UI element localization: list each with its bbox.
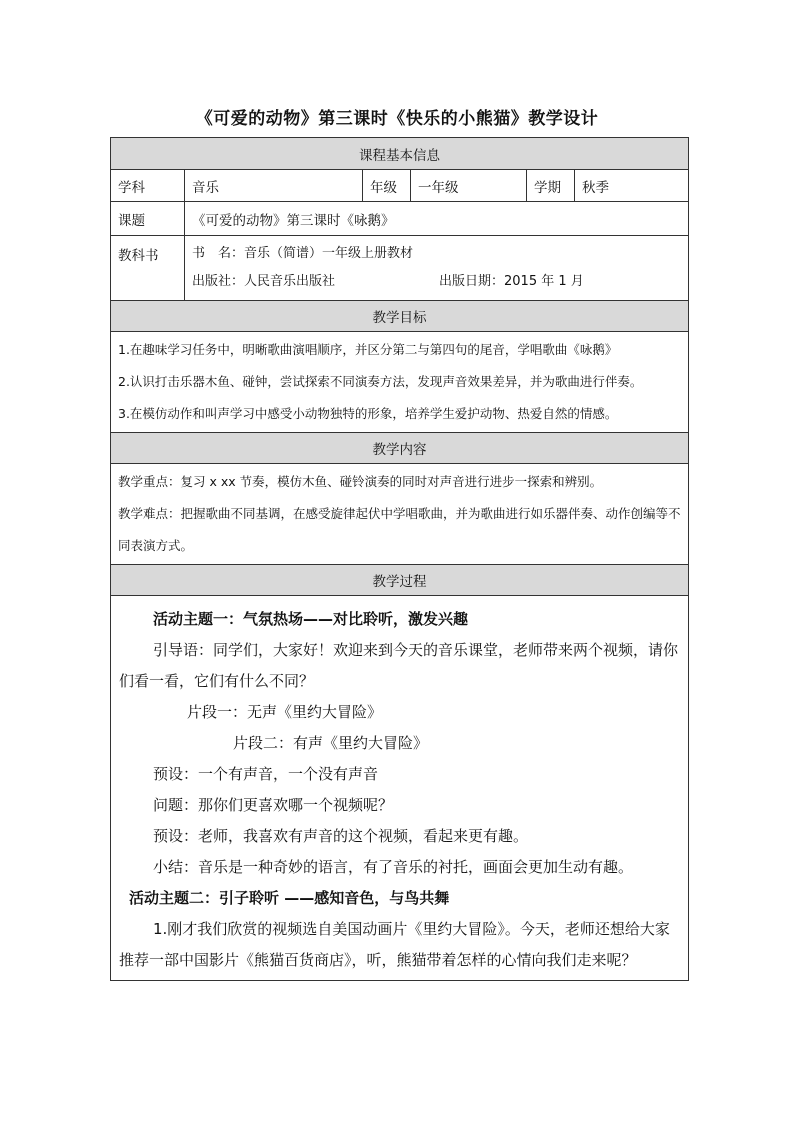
publisher-line [192,268,681,296]
summary-text: 小结：音乐是一种奇妙的语言，有了音乐的衬托，画面会更加生动有趣。 [153,858,634,876]
row-process [111,596,689,981]
term-value: 秋季 [575,170,689,202]
objectives-cell [111,332,689,433]
grade-value: 一年级 [411,170,527,202]
intro-text: 引导语：同学们，大家好！欢迎来到今天的音乐课堂，老师带来两个视频，请你们看一看，它们有什么不同？ [119,641,679,690]
difficulty-point: 教学难点：把握歌曲不同基调，在感受旋律起伏中学唱歌曲，并为歌曲进行如乐器伴奏、动作创编等不同表演方式。 [118,506,681,553]
row-content [111,464,689,565]
textbook-info [185,236,689,301]
activity-theme-2: 活动主题二：引子聆听 ——感知音色，与鸟共舞 [129,889,450,907]
question-text: 问题：那你们更喜欢哪一个视频呢？ [153,796,394,814]
row-objectives [111,332,689,433]
section-title: 教学内容 [111,433,689,464]
document-title: 《可爱的动物》第三课时《快乐的小熊猫》教学设计 [195,109,599,129]
activity-theme-1: 活动主题一：气氛热场——对比聆听，激发兴趣 [153,610,469,628]
section-title: 教学目标 [111,301,689,332]
objective-item: 1.在趣味学习任务中，明晰歌曲演唱顺序，并区分第二与第四句的尾音，学唱歌曲《咏鹅》 [118,342,618,357]
subject-value: 音乐 [185,170,363,202]
publish-date: 出版日期：2015 年 1 月 [439,274,584,289]
content-cell [111,464,689,565]
lesson-plan-table [110,137,689,981]
clip-two: 片段二：有声《里约大冒险》 [233,734,429,752]
clips-line [119,697,680,759]
step-one-text: 1.刚才我们欣赏的视频选自美国动画片《里约大冒险》。今天，老师还想给大家推荐一部中国影片《熊猫百货商店》，听，熊猫带着怎样的心情向我们走来呢？ [119,920,670,969]
row-subject-grade-term [111,170,689,202]
topic-value: 《可爱的动物》第三课时《咏鹅》 [185,202,689,236]
process-cell [111,596,689,981]
section-title: 课程基本信息 [111,138,689,170]
section-header-objectives [111,301,689,332]
row-topic [111,202,689,236]
section-header-content [111,433,689,464]
section-header-basic-info [111,138,689,170]
key-point: 教学重点：复习 x xx 节奏，模仿木鱼、碰铃演奏的同时对声音进行进步一探索和辨别。 [118,474,603,489]
term-label: 学期 [527,170,575,202]
objective-item: 2.认识打击乐器木鱼、碰钟，尝试探索不同演奏方法，发现声音效果差异，并为歌曲进行伴奏。 [118,374,643,389]
topic-label: 课题 [111,202,185,236]
textbook-label: 教科书 [111,236,185,301]
preset-one: 预设：一个有声音，一个没有声音 [153,765,379,783]
section-title: 教学过程 [111,565,689,596]
preset-two: 预设：老师，我喜欢有声音的这个视频，看起来更有趣。 [153,827,529,845]
section-header-process [111,565,689,596]
row-textbook [111,236,689,301]
clip-one: 片段一：无声《里约大冒险》 [187,703,383,721]
objective-item: 3.在模仿动作和叫声学习中感受小动物独特的形象，培养学生爱护动物、热爱自然的情感。 [118,406,618,421]
subject-label: 学科 [111,170,185,202]
grade-label: 年级 [363,170,411,202]
book-name: 书 名：音乐（简谱）一年级上册教材 [192,246,414,261]
publisher: 出版社：人民音乐出版社 [192,274,336,289]
